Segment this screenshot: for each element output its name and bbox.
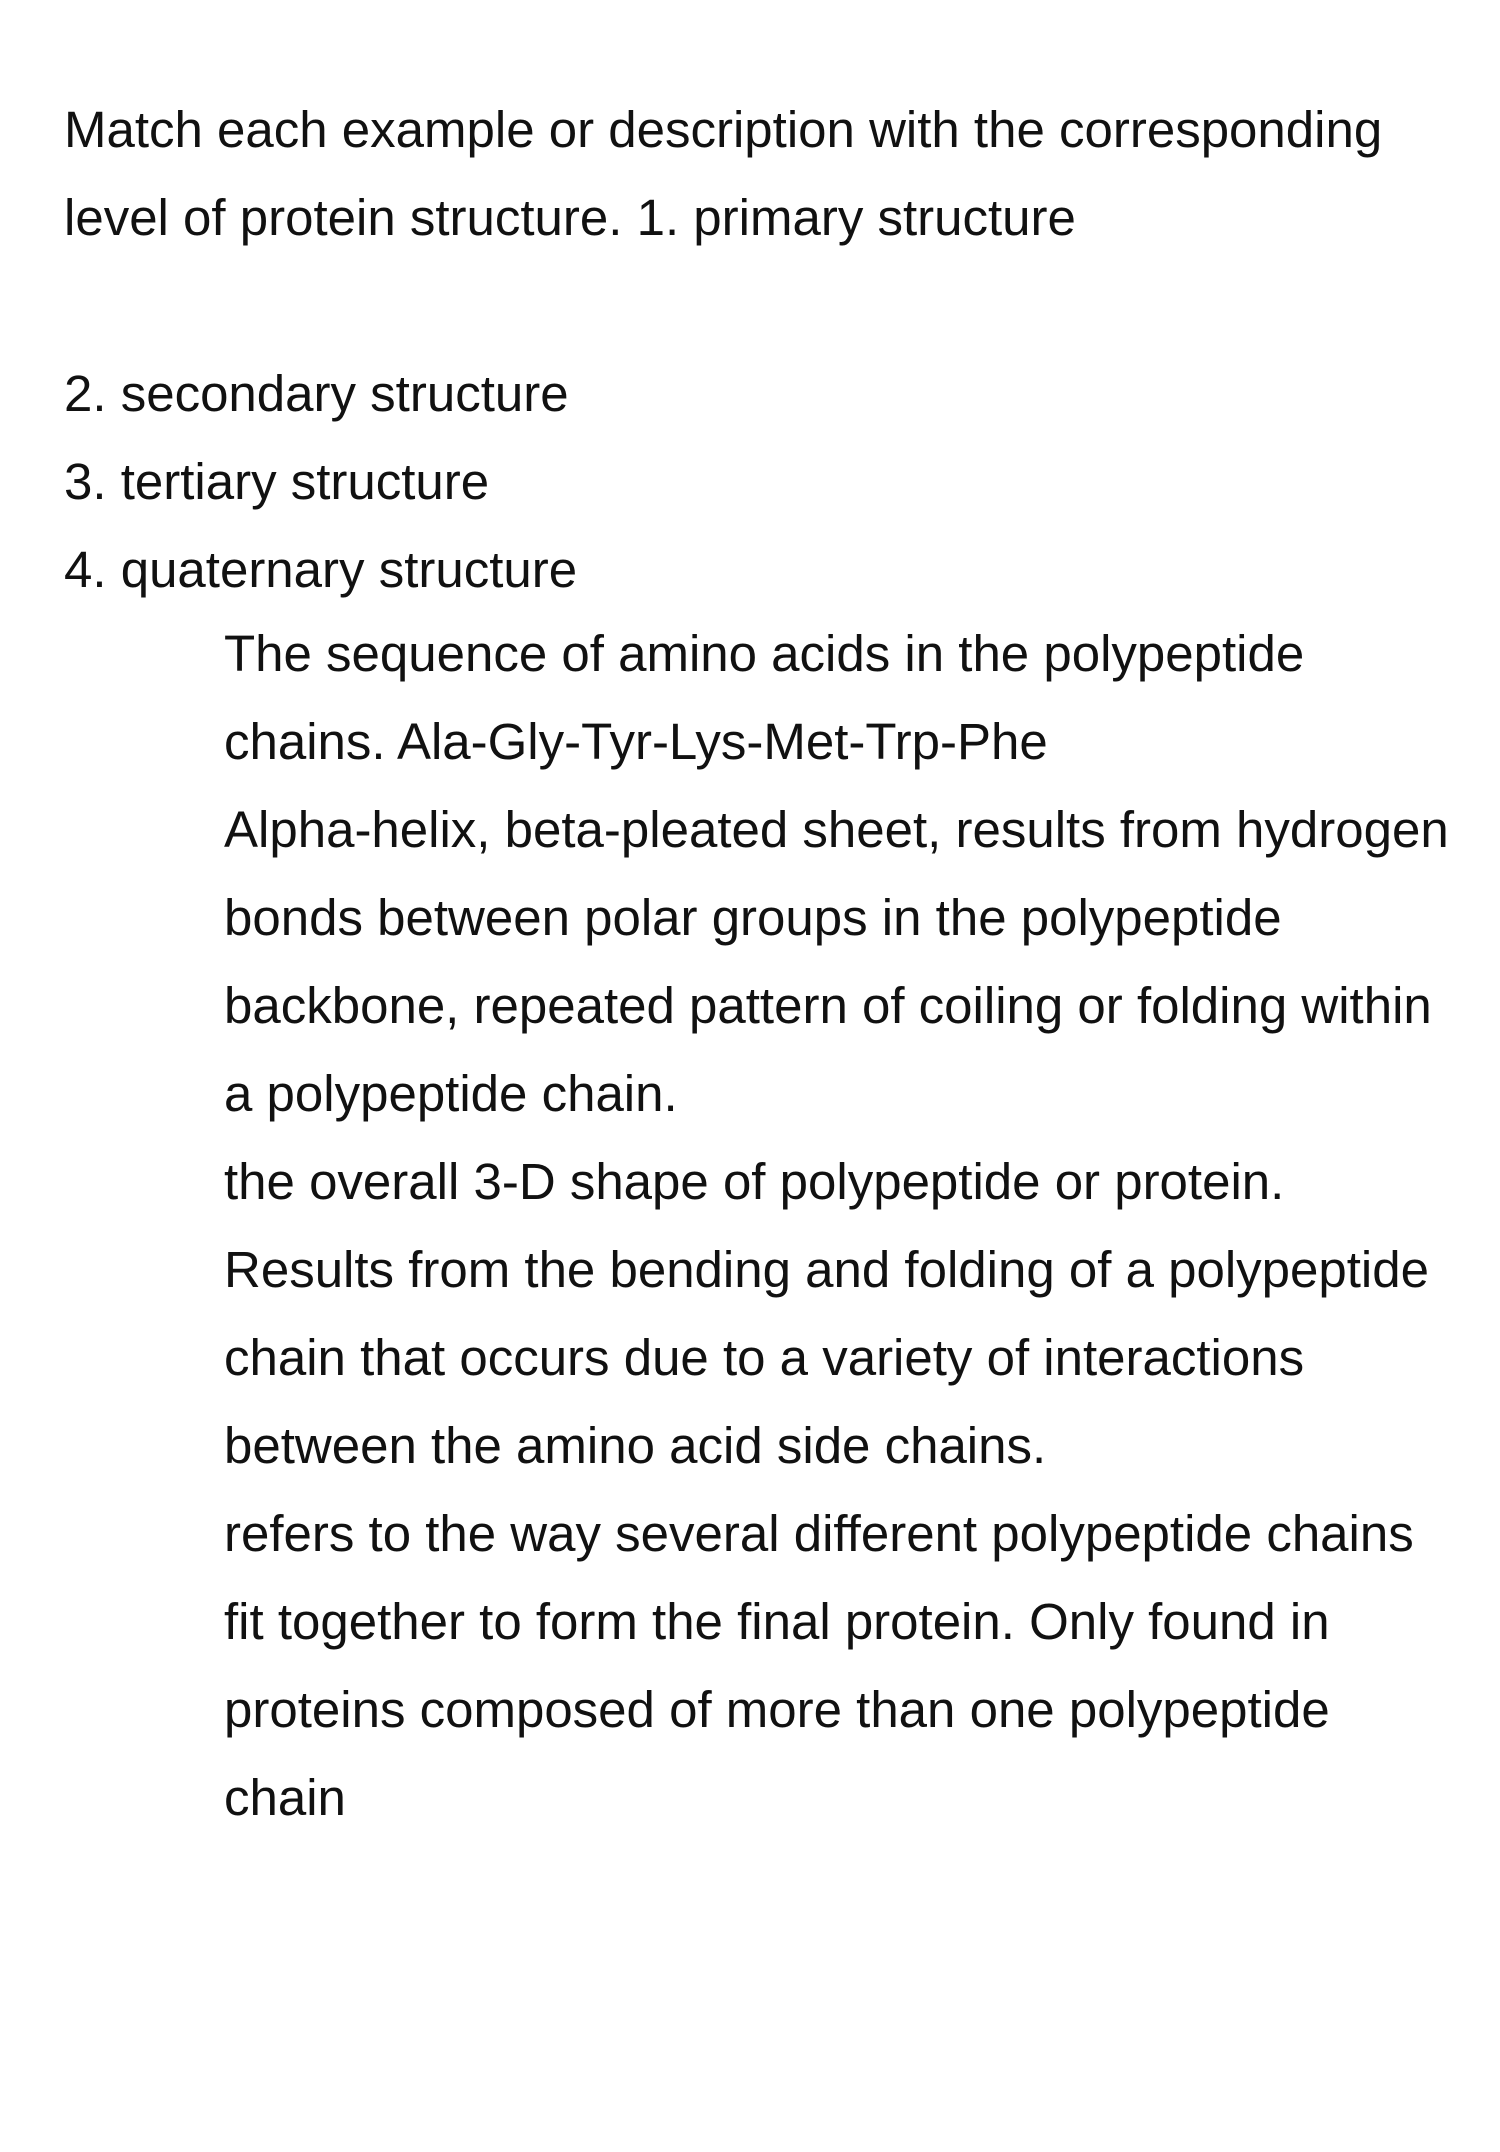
description-item-secondary: Alpha-helix, beta-pleated sheet, results from hydrogen bonds between polar groups in the polypeptide backbone, repeated pattern of coiling or folding within a polypeptide chain. [224, 801, 1449, 1122]
description-item-quaternary: refers to the way several different polypeptide chains fit together to form the final protein. Only found in proteins composed of more than one polypeptide chain [224, 1505, 1414, 1826]
question-text: Match each example or description with the corresponding level of protein structure. 1. primary structure [64, 101, 1383, 246]
description-list [224, 610, 1454, 1842]
description-item-primary: The sequence of amino acids in the polypeptide chains. Ala-Gly-Tyr-Lys-Met-Trp-Phe [224, 625, 1305, 770]
structure-level-item: 3. tertiary structure [64, 453, 490, 510]
description-item-tertiary: the overall 3-D shape of polypeptide or protein. Results from the bending and folding of a polypeptide chain that occurs due to a variety of interactions between the amino acid side chains. [224, 1153, 1429, 1474]
structure-level-item: 4. quaternary structure [64, 541, 578, 598]
structure-level-item: 2. secondary structure [64, 365, 569, 422]
structure-level-list [64, 350, 1444, 614]
